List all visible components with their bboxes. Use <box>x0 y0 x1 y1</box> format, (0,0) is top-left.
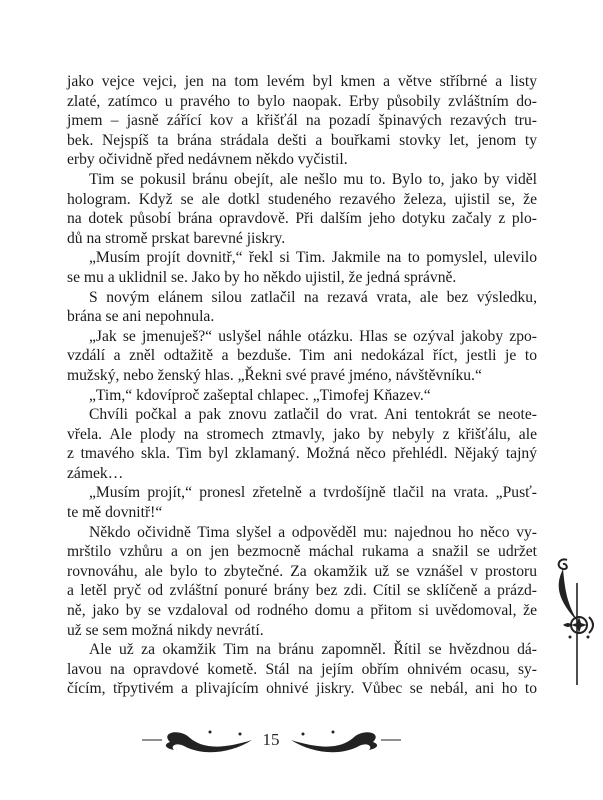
text-line: te mě dovnitř!“ <box>67 504 163 522</box>
text-line: hologram. Když se ale dotkl studeného rezavého železa, ujistil se, že <box>67 190 537 208</box>
text-line: mužský, nebo ženský hlas. „Řekni své pravé jméno, návštěvníku.“ <box>67 366 482 384</box>
text-line: Tim se pokusil bránu obejít, ale nešlo mu to. Bylo to, jako by viděl <box>89 170 537 188</box>
text-line: bek. Nejspíš ta brána strádala dešti a bouřkami stovky let, jenom ty <box>67 131 537 149</box>
text-line: jako vejce vejci, jen na tom levém byl kmen a větve stříbrné a listy <box>67 73 537 90</box>
text-line: zlaté, zatímco u pravého to bylo naopak. Erby působily zvláštním do- <box>67 92 537 110</box>
text-line: vřela. Ale plody na stromech ztmavly, jako by nebyly z křišťálu, ale <box>67 425 537 443</box>
text-line: dů na stromě prskat barevné jiskry. <box>67 229 286 247</box>
text-line: „Jak se jmenuješ?“ uslyšel náhle otázku. Hlas se ozýval jakoby zpo- <box>89 327 537 345</box>
side-ornament-icon <box>545 555 600 690</box>
text-line: lavou na opravdové kometě. Stál na jejím obřím ohnivém ocasu, sy- <box>67 660 537 678</box>
text-line: na dotek působí brána opravdově. Při dalším jeho dotyku začaly z plo- <box>67 210 537 228</box>
text-line: S novým elánem silou zatlačil na rezavá vrata, ale bez výsledku, <box>89 288 537 306</box>
text-line: „Tim,“ kdovíproč zašeptal chlapec. „Timofej Kňazev.“ <box>89 386 431 404</box>
text-line: mrštilo vzhůru a on jen bezmocně máchal rukama a snažil se udržet <box>67 543 537 561</box>
body-text <box>67 72 537 699</box>
text-line: Chvíli počkal a pak znovu zatlačil do vrat. Ani tentokrát se neote- <box>89 406 537 424</box>
text-line: brána se ani nepohnula. <box>67 308 215 326</box>
text-line: erby očividně před nedávnem někdo vyčistil. <box>67 151 348 169</box>
text-line: „Musím projít dovnitř,“ řekl si Tim. Jakmile na to pomyslel, ulevilo <box>89 249 537 267</box>
text-line: rovnováhu, ale bylo to zbytečné. Za okamžik už se vznášel v prostoru <box>67 562 537 580</box>
page-footer <box>0 722 603 762</box>
text-line: zámek… <box>67 464 124 482</box>
text-line: jmem – jasně zářící kov a křišťál na pozadí špinavých rezavých tru- <box>67 112 537 130</box>
text-line: vzdálí a zněl odtažitě a bezduše. Tim ani nedokázal říct, jestli je to <box>67 347 537 365</box>
text-line: a letěl pryč od zvláštní ponuré brány bez zdi. Cítil se sklíčeně a prázd- <box>67 582 537 600</box>
text-line: už se sem možná nikdy nevrátí. <box>67 621 264 639</box>
text-line: Ale už za okamžik Tim na bránu zapomněl. Řítil se hvězdnou dá- <box>89 641 537 659</box>
page-number: 15 <box>262 730 280 749</box>
text-line: z tmavého skla. Tim byl zklamaný. Možná něco přehlédl. Nějaký tajný <box>67 445 537 463</box>
text-line: se mu a uklidnil se. Jako by ho někdo ujistil, že jedná správně. <box>67 268 457 286</box>
text-line: čícím, třpytivém a plivajícím ohnivé jiskry. Vůbec se nebál, ani ho to <box>67 680 537 698</box>
text-line: Někdo očividně Tima slyšel a odpověděl mu: najednou ho něco vy- <box>89 523 537 541</box>
text-line: „Musím projít,“ pronesl zřetelně a tvrdošíjně tlačil na vrata. „Pusť- <box>89 484 537 502</box>
right-flourish-icon <box>288 726 403 756</box>
left-flourish-icon <box>140 726 255 756</box>
text-line: ně, jako by se vzdaloval od rodného domu a přitom si uvědomoval, že <box>67 602 537 620</box>
